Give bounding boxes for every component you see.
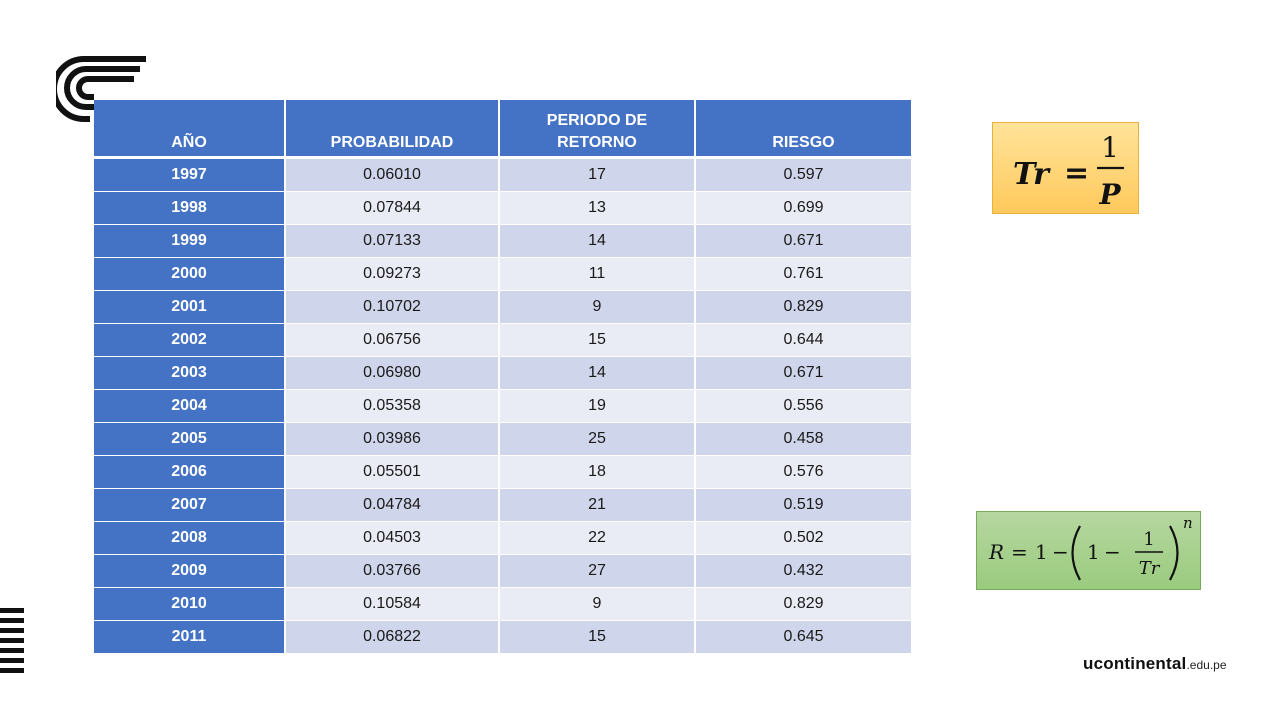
cell-probability: 0.04503 bbox=[286, 522, 500, 555]
cell-return-period: 22 bbox=[500, 522, 696, 555]
cell-return-period: 15 bbox=[500, 324, 696, 357]
cell-year: 2002 bbox=[94, 324, 286, 357]
cell-risk: 0.519 bbox=[696, 489, 911, 522]
formula-r-inner-minus: − bbox=[1104, 540, 1121, 564]
table-header-row bbox=[94, 100, 911, 159]
formula-r-frac-numerator: 1 bbox=[1143, 529, 1155, 550]
table-row bbox=[94, 390, 911, 423]
return-period-table bbox=[94, 100, 911, 654]
formula-r-frac-denominator: Tr bbox=[1138, 558, 1160, 579]
table-row bbox=[94, 423, 911, 456]
cell-year: 2003 bbox=[94, 357, 286, 390]
cell-risk: 0.671 bbox=[696, 357, 911, 390]
formula-r-one: 1 bbox=[1035, 540, 1048, 564]
brand-tld: .edu.pe bbox=[1186, 658, 1227, 672]
cell-year: 1999 bbox=[94, 225, 286, 258]
header-return-period bbox=[500, 100, 696, 159]
table-row bbox=[94, 621, 911, 654]
formula-r-exponent: n bbox=[1183, 514, 1193, 532]
cell-year: 2004 bbox=[94, 390, 286, 423]
table-row bbox=[94, 555, 911, 588]
cell-return-period: 15 bbox=[500, 621, 696, 654]
cell-probability: 0.03766 bbox=[286, 555, 500, 588]
table-row bbox=[94, 324, 911, 357]
cell-risk: 0.576 bbox=[696, 456, 911, 489]
cell-probability: 0.06980 bbox=[286, 357, 500, 390]
formula-tr-denominator: P bbox=[1099, 178, 1121, 211]
brand-wordmark bbox=[1083, 654, 1227, 674]
cell-probability: 0.10584 bbox=[286, 588, 500, 621]
cell-risk: 0.671 bbox=[696, 225, 911, 258]
cell-return-period: 21 bbox=[500, 489, 696, 522]
cell-return-period: 14 bbox=[500, 357, 696, 390]
formula-tr-equals: = bbox=[1064, 156, 1090, 191]
cell-year: 2010 bbox=[94, 588, 286, 621]
cell-probability: 0.06822 bbox=[286, 621, 500, 654]
cell-probability: 0.09273 bbox=[286, 258, 500, 291]
table-row bbox=[94, 588, 911, 621]
brand-main: ucontinental bbox=[1083, 654, 1187, 673]
cell-return-period: 19 bbox=[500, 390, 696, 423]
cell-return-period: 9 bbox=[500, 588, 696, 621]
cell-year: 2006 bbox=[94, 456, 286, 489]
cell-risk: 0.645 bbox=[696, 621, 911, 654]
header-risk: RIESGO bbox=[696, 100, 911, 159]
formula-r-right-paren bbox=[1170, 526, 1178, 580]
formula-tr-lhs: Tr bbox=[1013, 157, 1049, 192]
formula-tr-numerator: 1 bbox=[1101, 131, 1119, 164]
table-row bbox=[94, 522, 911, 555]
header-year: AÑO bbox=[94, 100, 286, 159]
formula-r-minus: − bbox=[1052, 540, 1069, 564]
cell-year: 1997 bbox=[94, 159, 286, 192]
cell-return-period: 11 bbox=[500, 258, 696, 291]
cell-probability: 0.05358 bbox=[286, 390, 500, 423]
cell-year: 2008 bbox=[94, 522, 286, 555]
cell-return-period: 13 bbox=[500, 192, 696, 225]
cell-year: 2001 bbox=[94, 291, 286, 324]
table-row bbox=[94, 159, 911, 192]
header-return-period-line1: PERIODO DE bbox=[546, 112, 648, 129]
cell-probability: 0.05501 bbox=[286, 456, 500, 489]
return-period-formula bbox=[992, 122, 1139, 214]
cell-return-period: 18 bbox=[500, 456, 696, 489]
table-row bbox=[94, 192, 911, 225]
cell-risk: 0.761 bbox=[696, 258, 911, 291]
formula-r-lhs: R bbox=[989, 540, 1005, 564]
cell-return-period: 25 bbox=[500, 423, 696, 456]
risk-formula bbox=[976, 511, 1201, 590]
cell-return-period: 14 bbox=[500, 225, 696, 258]
cell-risk: 0.597 bbox=[696, 159, 911, 192]
cell-year: 2009 bbox=[94, 555, 286, 588]
cell-risk: 0.644 bbox=[696, 324, 911, 357]
cell-risk: 0.502 bbox=[696, 522, 911, 555]
cell-return-period: 17 bbox=[500, 159, 696, 192]
cell-year: 2000 bbox=[94, 258, 286, 291]
formula-r-equals: = bbox=[1011, 540, 1028, 564]
cell-risk: 0.458 bbox=[696, 423, 911, 456]
cell-probability: 0.06756 bbox=[286, 324, 500, 357]
table-row bbox=[94, 291, 911, 324]
formula-r-inner-one: 1 bbox=[1087, 540, 1100, 564]
cell-probability: 0.06010 bbox=[286, 159, 500, 192]
table-row bbox=[94, 225, 911, 258]
cell-risk: 0.829 bbox=[696, 588, 911, 621]
table-row bbox=[94, 357, 911, 390]
table-row bbox=[94, 258, 911, 291]
cell-year: 2011 bbox=[94, 621, 286, 654]
table-row bbox=[94, 489, 911, 522]
cell-year: 2005 bbox=[94, 423, 286, 456]
cell-return-period: 27 bbox=[500, 555, 696, 588]
header-return-period-line2: RETORNO bbox=[557, 134, 637, 151]
cell-year: 1998 bbox=[94, 192, 286, 225]
header-probability: PROBABILIDAD bbox=[286, 100, 500, 159]
cell-risk: 0.829 bbox=[696, 291, 911, 324]
formula-r-left-paren bbox=[1073, 526, 1081, 580]
cell-risk: 0.699 bbox=[696, 192, 911, 225]
cell-risk: 0.556 bbox=[696, 390, 911, 423]
stripes-logo-icon bbox=[0, 606, 26, 676]
cell-probability: 0.10702 bbox=[286, 291, 500, 324]
cell-probability: 0.04784 bbox=[286, 489, 500, 522]
cell-risk: 0.432 bbox=[696, 555, 911, 588]
cell-return-period: 9 bbox=[500, 291, 696, 324]
table-row bbox=[94, 456, 911, 489]
cell-probability: 0.07133 bbox=[286, 225, 500, 258]
cell-probability: 0.03986 bbox=[286, 423, 500, 456]
cell-probability: 0.07844 bbox=[286, 192, 500, 225]
cell-year: 2007 bbox=[94, 489, 286, 522]
